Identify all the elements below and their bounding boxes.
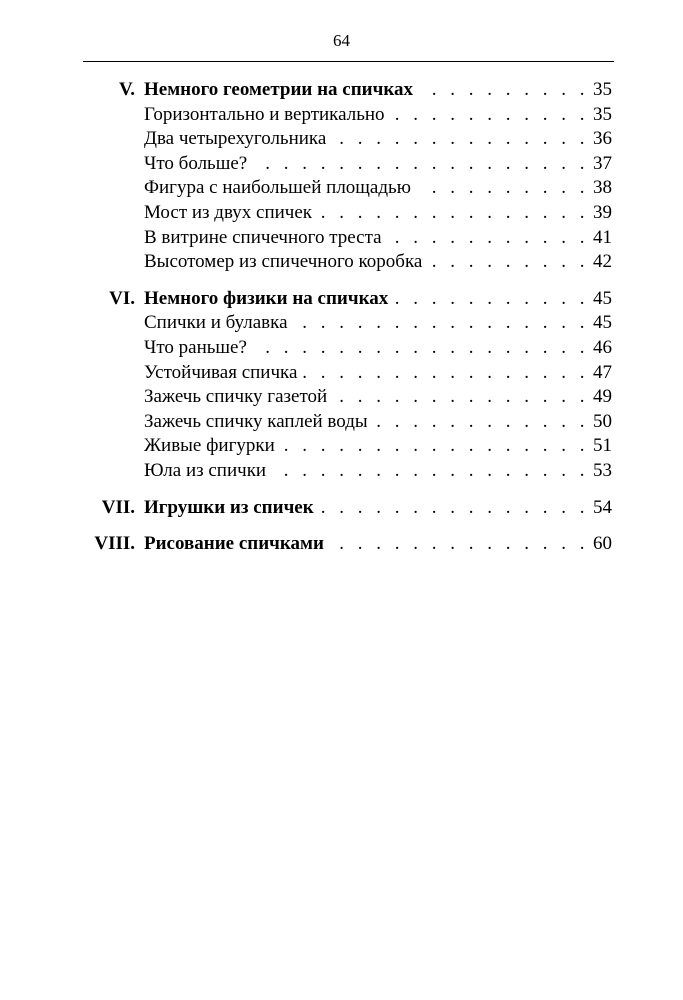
toc-item[interactable] [0, 336, 683, 361]
chapter-title: Немного физики на спичках [144, 287, 389, 309]
dot-leader [388, 226, 589, 251]
toc-item[interactable] [0, 127, 683, 152]
dot-leader [391, 103, 589, 128]
chapter-title: Рисование спичками [144, 533, 324, 555]
dot-leader [394, 287, 589, 312]
item-title: Горизонтально и вертикально [144, 103, 385, 125]
toc-item[interactable] [0, 459, 683, 484]
dot-leader [417, 176, 589, 201]
item-title: Мост из двух спичек [144, 201, 313, 223]
table-of-contents [0, 78, 683, 557]
page-ref: 51 [593, 435, 612, 457]
item-title: Устойчивая спичка [144, 361, 298, 383]
toc-chapter-v[interactable] [0, 78, 683, 103]
dot-leader [253, 152, 589, 177]
page-ref: 38 [593, 177, 612, 199]
page-ref: 45 [593, 312, 612, 334]
page-ref: 39 [593, 201, 612, 223]
dot-leader [318, 201, 589, 226]
dot-leader [419, 78, 589, 103]
toc-item[interactable] [0, 385, 683, 410]
page-ref: 42 [593, 251, 612, 273]
page-ref: 45 [593, 287, 612, 309]
page-ref: 35 [593, 103, 612, 125]
dot-leader [272, 459, 589, 484]
item-title: Спички и булавка [144, 312, 288, 334]
page-number: 64 [333, 31, 350, 50]
item-title: Фигура с наибольшей площадью [144, 177, 411, 199]
toc-item[interactable] [0, 201, 683, 226]
item-title: Что больше? [144, 152, 248, 174]
page-ref: 36 [593, 128, 612, 150]
page-ref: 54 [593, 496, 612, 518]
section-gap [0, 520, 683, 532]
chapter-number: VIII. [94, 533, 135, 555]
page-ref: 47 [593, 361, 612, 383]
toc-item[interactable] [0, 361, 683, 386]
page-ref: 37 [593, 152, 612, 174]
chapter-number: V. [118, 79, 135, 100]
page-ref: 50 [593, 410, 612, 432]
toc-item[interactable] [0, 434, 683, 459]
dot-leader [320, 496, 589, 521]
item-title: Высотомер из спичечного коробка [144, 251, 423, 273]
chapter-title: Немного геометрии на спичках [144, 79, 414, 100]
dot-leader [332, 127, 589, 152]
item-title: Зажечь спичку газетой [144, 386, 328, 408]
toc-item[interactable] [0, 311, 683, 336]
item-title: Что раньше? [144, 336, 247, 358]
item-title: Зажечь спичку каплей воды [144, 410, 368, 432]
toc-item[interactable] [0, 410, 683, 435]
page-ref: 35 [593, 79, 612, 100]
page-ref: 49 [593, 386, 612, 408]
dot-leader [428, 250, 589, 275]
page-ref: 60 [593, 533, 612, 555]
section-gap [0, 484, 683, 496]
toc-chapter-vi[interactable] [0, 287, 683, 312]
chapter-number: VI. [109, 287, 135, 309]
dot-leader [281, 434, 589, 459]
toc-item[interactable] [0, 103, 683, 128]
item-title: Живые фигурки [144, 435, 275, 457]
page-ref: 46 [593, 336, 612, 358]
dot-leader [333, 385, 589, 410]
toc-item[interactable] [0, 152, 683, 177]
chapter-number: VII. [101, 496, 135, 518]
page-ref: 41 [593, 226, 612, 248]
toc-chapter-viii[interactable] [0, 532, 683, 557]
dot-leader [294, 311, 589, 336]
item-title: Юла из спички [144, 459, 267, 481]
header-rule [83, 61, 614, 62]
dot-leader [303, 361, 589, 386]
section-gap [0, 275, 683, 287]
item-title: В витрине спичечного треста [144, 226, 382, 248]
toc-item[interactable] [0, 226, 683, 251]
item-title: Два четырехугольника [144, 128, 327, 150]
chapter-title: Игрушки из спичек [144, 496, 314, 518]
toc-chapter-vii[interactable] [0, 496, 683, 521]
dot-leader [330, 532, 589, 557]
toc-item[interactable] [0, 176, 683, 201]
dot-leader [253, 336, 589, 361]
dot-leader [374, 410, 589, 435]
toc-item[interactable] [0, 250, 683, 275]
page-ref: 53 [593, 459, 612, 481]
